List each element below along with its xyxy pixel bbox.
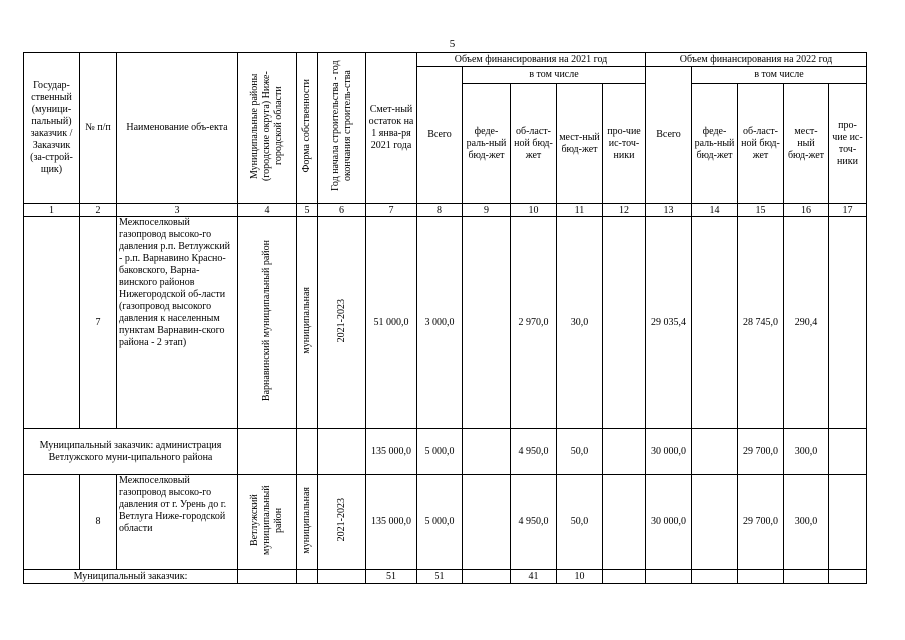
col-number: 7 xyxy=(366,204,417,217)
cell-customer-empty xyxy=(24,217,80,429)
ownership-cell xyxy=(297,475,318,570)
federal-2022-value xyxy=(692,217,738,429)
header-regional-2022: об-ласт-ной бюд-жет xyxy=(738,84,784,204)
federal-2022-value xyxy=(692,475,738,570)
estimate-value: 135 000,0 xyxy=(366,475,417,570)
local-2022-value: 290,4 xyxy=(784,217,829,429)
col-number: 8 xyxy=(417,204,463,217)
header-incl-2021: в том числе xyxy=(463,67,646,84)
regional-2022-value xyxy=(738,570,784,584)
header-object-name: Наименование объ-екта xyxy=(117,53,238,204)
header-estimate: Смет-ный остаток на 1 янва-ря 2021 года xyxy=(366,53,417,204)
other-2022-value xyxy=(829,217,867,429)
col-number: 14 xyxy=(692,204,738,217)
col-number: 5 xyxy=(297,204,318,217)
header-federal-2021: феде-раль-ный бюд-жет xyxy=(463,84,511,204)
municipal-customer-label: Муниципальный заказчик: администрация Ветлужского муни-ципального района xyxy=(24,429,238,475)
header-years-text: Год начала строительства - год окончания строитель-ства xyxy=(329,60,353,192)
total-2021-value: 51 xyxy=(417,570,463,584)
row-number: 7 xyxy=(80,217,117,429)
header-other-2021: про-чие ис-точ-ники xyxy=(603,84,646,204)
regional-2022-value: 29 700,0 xyxy=(738,429,784,475)
header-ownership xyxy=(297,53,318,204)
estimate-value: 51 000,0 xyxy=(366,217,417,429)
ownership-cell xyxy=(297,570,318,584)
col-number: 9 xyxy=(463,204,511,217)
column-numbers-row xyxy=(24,204,867,217)
federal-2021-value xyxy=(463,217,511,429)
header-other-2022: про-чие ис-точ-ники xyxy=(829,84,867,204)
estimate-value: 51 xyxy=(366,570,417,584)
financing-table xyxy=(23,52,867,584)
municipal-customer-label: Муниципальный заказчик: xyxy=(24,570,238,584)
regional-2021-value: 4 950,0 xyxy=(511,429,557,475)
local-2022-value xyxy=(784,570,829,584)
federal-2021-value xyxy=(463,475,511,570)
ownership-cell xyxy=(297,429,318,475)
ownership-text: муниципальная xyxy=(301,287,312,354)
total-2022-value: 30 000,0 xyxy=(646,475,692,570)
total-2022-value xyxy=(646,570,692,584)
other-2022-value xyxy=(829,429,867,475)
years-cell xyxy=(318,475,366,570)
header-total-2021: Всего xyxy=(417,67,463,204)
col-number: 3 xyxy=(117,204,238,217)
table-row xyxy=(24,217,867,429)
other-2021-value xyxy=(603,217,646,429)
federal-2022-value xyxy=(692,570,738,584)
years-text: 2021-2023 xyxy=(335,498,347,542)
table-row xyxy=(24,570,867,584)
total-2022-value: 30 000,0 xyxy=(646,429,692,475)
header-regional-2021: об-ласт-ной бюд-жет xyxy=(511,84,557,204)
header-customer: Государ-ственный (муници-пальный) заказчик / Заказчик (за-строй-щик) xyxy=(24,53,80,204)
header-local-2022: мест-ный бюд-жет xyxy=(784,84,829,204)
header-incl-2022: в том числе xyxy=(692,67,867,84)
total-2021-value: 5 000,0 xyxy=(417,429,463,475)
district-text: Ветлужский муниципальный район xyxy=(249,485,284,555)
header-years xyxy=(318,53,366,204)
years-cell xyxy=(318,570,366,584)
district-text: Варнавинский муниципальный район xyxy=(261,239,272,402)
federal-2021-value xyxy=(463,570,511,584)
district-cell xyxy=(238,217,297,429)
col-number: 4 xyxy=(238,204,297,217)
col-number: 10 xyxy=(511,204,557,217)
district-cell xyxy=(238,570,297,584)
col-number: 17 xyxy=(829,204,867,217)
estimate-value: 135 000,0 xyxy=(366,429,417,475)
other-2022-value xyxy=(829,475,867,570)
col-number: 15 xyxy=(738,204,784,217)
header-district xyxy=(238,53,297,204)
cell-customer-empty xyxy=(24,475,80,570)
col-number: 1 xyxy=(24,204,80,217)
col-number: 6 xyxy=(318,204,366,217)
col-number: 2 xyxy=(80,204,117,217)
header-fin-2021: Объем финансирования на 2021 год xyxy=(417,53,646,67)
federal-2021-value xyxy=(463,429,511,475)
col-number: 11 xyxy=(557,204,603,217)
col-number: 12 xyxy=(603,204,646,217)
ownership-text: муниципальная xyxy=(301,486,312,554)
regional-2021-value: 41 xyxy=(511,570,557,584)
district-cell xyxy=(238,429,297,475)
years-text: 2021-2023 xyxy=(335,298,347,343)
col-number: 16 xyxy=(784,204,829,217)
years-cell xyxy=(318,217,366,429)
regional-2022-value: 28 745,0 xyxy=(738,217,784,429)
ownership-cell xyxy=(297,217,318,429)
local-2022-value: 300,0 xyxy=(784,429,829,475)
other-2021-value xyxy=(603,475,646,570)
object-name: Межпоселковый газопровод высоко-го давления от г. Урень до г. Ветлуга Ниже-городской области xyxy=(117,475,238,570)
years-cell xyxy=(318,429,366,475)
header-fin-2022: Объем финансирования на 2022 год xyxy=(646,53,867,67)
other-2022-value xyxy=(829,570,867,584)
header-district-text: Муниципальные районы (городские округа) Ниже-городской области xyxy=(249,71,284,181)
local-2021-value: 50,0 xyxy=(557,429,603,475)
local-2021-value: 30,0 xyxy=(557,217,603,429)
object-name: Межпоселковый газопровод высоко-го давления р.п. Ветлужский - р.п. Варнавино Красно-баковского, Варна-винского районов Нижегородской об-ласти (газопровод высокого давления к населенным пунктам Варнавин-ского района - 2 этап) xyxy=(117,217,238,429)
header-federal-2022: феде-раль-ный бюд-жет xyxy=(692,84,738,204)
district-cell xyxy=(238,475,297,570)
local-2021-value: 10 xyxy=(557,570,603,584)
local-2022-value: 300,0 xyxy=(784,475,829,570)
local-2021-value: 50,0 xyxy=(557,475,603,570)
total-2021-value: 5 000,0 xyxy=(417,475,463,570)
table-row xyxy=(24,429,867,475)
header-local-2021: мест-ный бюд-жет xyxy=(557,84,603,204)
other-2021-value xyxy=(603,570,646,584)
federal-2022-value xyxy=(692,429,738,475)
regional-2021-value: 4 950,0 xyxy=(511,475,557,570)
table-row xyxy=(24,475,867,570)
other-2021-value xyxy=(603,429,646,475)
regional-2022-value: 29 700,0 xyxy=(738,475,784,570)
header-total-2022: Всего xyxy=(646,67,692,204)
page-number: 5 xyxy=(449,38,456,50)
regional-2021-value: 2 970,0 xyxy=(511,217,557,429)
total-2022-value: 29 035,4 xyxy=(646,217,692,429)
header-number: № п/п xyxy=(80,53,117,204)
row-number: 8 xyxy=(80,475,117,570)
header-ownership-text: Форма собственности xyxy=(301,79,312,173)
col-number: 13 xyxy=(646,204,692,217)
total-2021-value: 3 000,0 xyxy=(417,217,463,429)
